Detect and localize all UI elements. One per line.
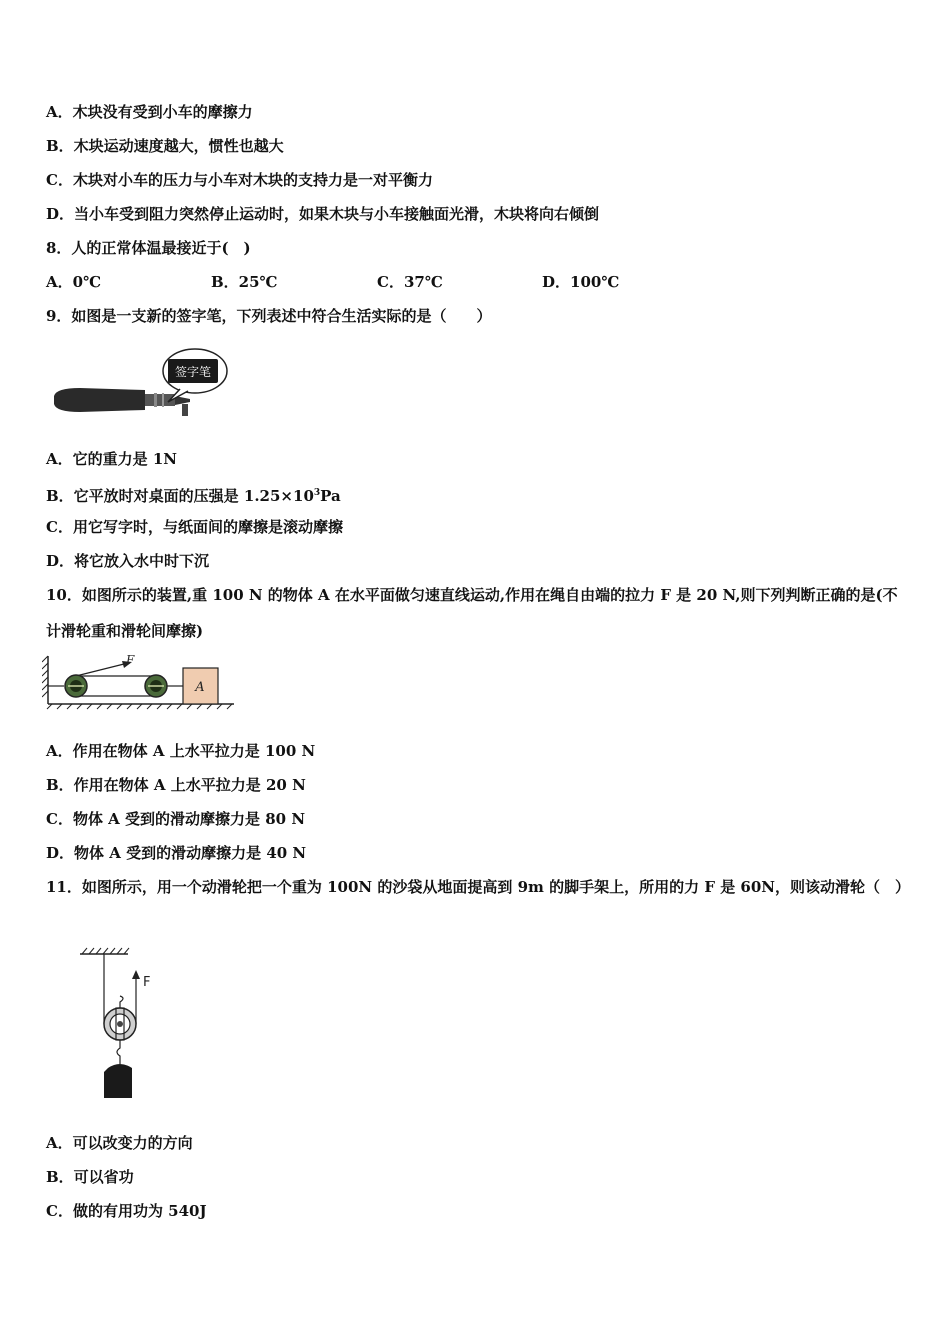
q11-force-label: F	[143, 975, 151, 990]
q9-option-c: C．用它写字时，与纸面间的摩擦是滚动摩擦	[46, 518, 343, 536]
q10-option-d: D．物体 A 受到的滑动摩擦力是 40 N	[46, 844, 307, 862]
q9-option-b-exp: 3	[313, 488, 321, 498]
pen-label: 签字笔	[174, 365, 212, 379]
q10-stem: 10．如图所示的装置,重 100 N 的物体 A 在水平面做匀速直线运动,作用在绳自由端的拉力 F 是 20 N,则下列判断正确的是(不计滑轮重和滑轮间摩擦)	[46, 586, 898, 640]
q9-stem: 9．如图是一支新的签字笔，下列表述中符合生活实际的是（ ）	[46, 307, 492, 325]
q9-pen-figure	[50, 344, 235, 420]
sandbag	[104, 1064, 132, 1098]
q11-force-arrow-head	[132, 970, 140, 979]
q11-option-b: B．可以省功	[46, 1168, 134, 1186]
q9-option-b-prefix: B．它平放时对桌面的压强是 1.25×10	[46, 487, 314, 505]
q10-block-label: A	[195, 680, 205, 695]
q10-option-c: C．物体 A 受到的滑动摩擦力是 80 N	[46, 810, 306, 828]
q8-option-b: B．25℃	[211, 273, 278, 291]
q8-option-d: D．100℃	[542, 273, 620, 291]
q11-stem: 11．如图所示，用一个动滑轮把一个重为 100N 的沙袋从地面提高到 9m 的脚手架上，所用的力 F 是 60N，则该动滑轮（ ）	[46, 878, 910, 896]
q7-option-b: B．木块运动速度越大，惯性也越大	[46, 137, 284, 155]
q10-force-label: F	[126, 653, 135, 667]
q9-option-b	[46, 483, 341, 506]
q9-option-d: D．将它放入水中时下沉	[46, 552, 210, 570]
q7-option-c: C．木块对小车的压力与小车对木块的支持力是一对平衡力	[46, 171, 433, 189]
q11-pulley-figure	[74, 944, 164, 1100]
q7-option-a: A．木块没有受到小车的摩擦力	[46, 103, 253, 121]
q10-option-a: A．作用在物体 A 上水平拉力是 100 N	[46, 742, 316, 760]
q8-stem: 8．人的正常体温最接近于( )	[46, 239, 251, 257]
q10-option-b: B．作用在物体 A 上水平拉力是 20 N	[46, 776, 306, 794]
q8-options	[46, 272, 906, 292]
q8-option-a: A．0℃	[46, 273, 102, 291]
q8-option-c: C．37℃	[377, 273, 443, 291]
q11-option-c: C．做的有用功为 540J	[46, 1202, 207, 1220]
q9-option-b-suffix: Pa	[320, 487, 341, 505]
q7-option-d: D．当小车受到阻力突然停止运动时，如果木块与小车接触面光滑，木块将向右倾倒	[46, 205, 600, 223]
pen-body	[54, 388, 145, 412]
q11-option-a: A．可以改变力的方向	[46, 1134, 193, 1152]
q10-pulley-figure	[42, 652, 242, 710]
q9-option-a: A．它的重力是 1N	[46, 450, 178, 468]
